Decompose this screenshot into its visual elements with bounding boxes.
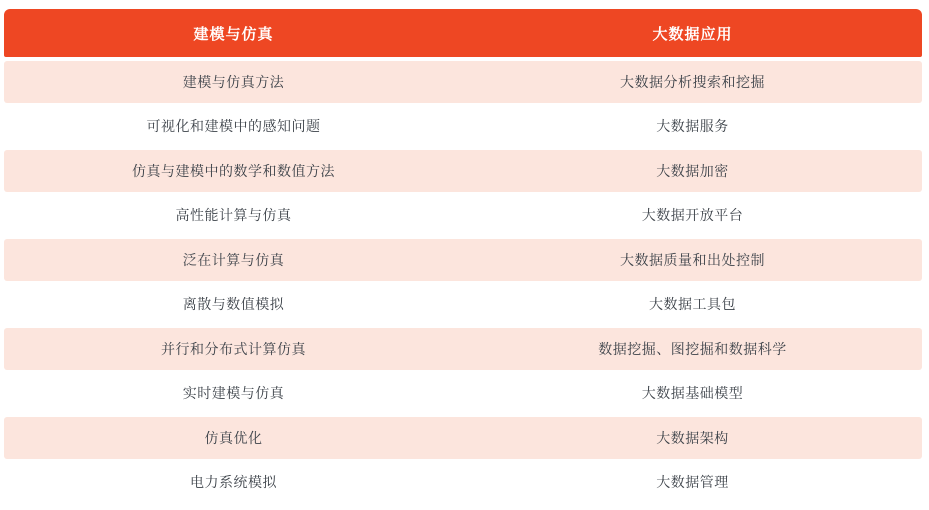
table-cell: 大数据开放平台 — [641, 207, 744, 224]
table-row — [4, 284, 922, 326]
table-cell: 仿真与建模中的数学和数值方法 — [132, 162, 335, 179]
table-cell: 大数据质量和出处控制 — [620, 251, 765, 268]
table-cell: 大数据加密 — [656, 162, 729, 179]
table-cell: 大数据服务 — [656, 118, 729, 135]
table-row — [4, 195, 922, 237]
table-cell: 大数据架构 — [656, 429, 729, 446]
table-cell: 高性能计算与仿真 — [175, 207, 292, 224]
table-cell: 大数据分析搜索和挖掘 — [620, 73, 765, 90]
table-row — [4, 462, 922, 504]
table-cell: 仿真优化 — [204, 429, 263, 446]
table-row — [4, 106, 922, 148]
table-row — [4, 373, 922, 415]
table-row — [4, 239, 922, 281]
table-row — [4, 417, 922, 459]
table-cell: 泛在计算与仿真 — [182, 251, 285, 268]
table-row — [4, 61, 922, 103]
table-cell: 电力系统模拟 — [190, 474, 277, 491]
table-cell: 实时建模与仿真 — [182, 385, 285, 402]
table-cell: 大数据工具包 — [649, 296, 736, 313]
table-cell: 可视化和建模中的感知问题 — [146, 118, 321, 135]
table-row — [4, 328, 922, 370]
header-cell-big-data-applications: 大数据应用 — [652, 25, 733, 43]
table-row — [4, 150, 922, 192]
table-cell: 建模与仿真方法 — [182, 73, 285, 90]
topics-table — [4, 9, 922, 503]
table-cell: 大数据基础模型 — [641, 385, 744, 402]
table-cell: 离散与数值模拟 — [182, 296, 285, 313]
header-row — [4, 9, 922, 57]
header-cell-modeling-simulation: 建模与仿真 — [193, 25, 274, 43]
table-cell: 并行和分布式计算仿真 — [161, 340, 306, 357]
table-cell: 数据挖掘、图挖掘和数据科学 — [598, 340, 787, 357]
table-cell: 大数据管理 — [656, 474, 729, 491]
